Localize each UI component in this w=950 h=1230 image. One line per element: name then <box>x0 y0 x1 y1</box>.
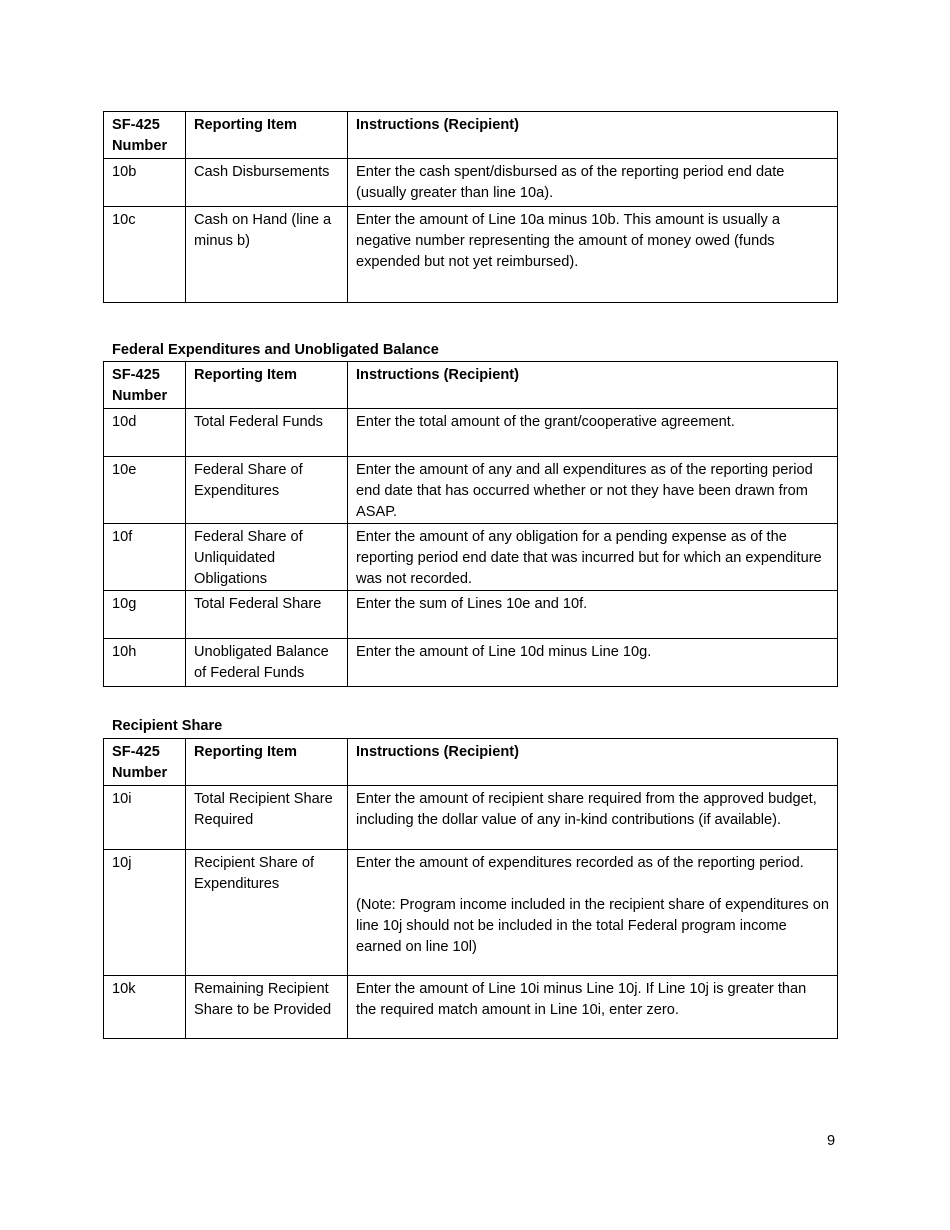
row-item: Cash on Hand (line a minus b) <box>186 207 348 303</box>
table-row <box>104 850 838 976</box>
row-instructions: Enter the cash spent/disbursed as of the reporting period end date (usually greater than line 10a). <box>348 159 838 207</box>
row-instructions: Enter the amount of Line 10i minus Line 10j. If Line 10j is greater than the required match amount in Line 10i, enter zero. <box>348 976 838 1039</box>
row-instructions: Enter the sum of Lines 10e and 10f. <box>348 591 838 639</box>
table-row <box>104 639 838 687</box>
row-instructions <box>348 850 838 976</box>
header-number: SF-425 Number <box>104 362 186 409</box>
header-item: Reporting Item <box>186 362 348 409</box>
row-number: 10e <box>104 457 186 524</box>
row-item: Recipient Share of Expenditures <box>186 850 348 976</box>
row-item: Federal Share of Unliquidated Obligations <box>186 524 348 591</box>
row-instructions-text: Enter the amount of expenditures recorded as of the reporting period. <box>356 855 804 871</box>
header-item: Reporting Item <box>186 112 348 159</box>
table-header-row <box>104 362 838 409</box>
header-number: SF-425 Number <box>104 739 186 786</box>
row-instructions: Enter the total amount of the grant/cooperative agreement. <box>348 409 838 457</box>
section-title-federal: Federal Expenditures and Unobligated Balance <box>112 342 439 358</box>
row-instructions: Enter the amount of Line 10a minus 10b. This amount is usually a negative number representing the amount of money owed (funds expended but not yet reimbursed). <box>348 207 838 303</box>
row-item: Cash Disbursements <box>186 159 348 207</box>
header-item: Reporting Item <box>186 739 348 786</box>
row-number: 10i <box>104 786 186 850</box>
table-row <box>104 457 838 524</box>
table-row <box>104 786 838 850</box>
section-title-recipient: Recipient Share <box>112 718 223 734</box>
header-instructions: Instructions (Recipient) <box>348 362 838 409</box>
row-number: 10f <box>104 524 186 591</box>
page-number: 9 <box>827 1133 836 1149</box>
row-instructions: Enter the amount of any and all expenditures as of the reporting period end date that has occurred whether or not they have been drawn from ASAP. <box>348 457 838 524</box>
row-instructions: Enter the amount of any obligation for a pending expense as of the reporting period end date that was incurred but for which an expenditure was not recorded. <box>348 524 838 591</box>
table-row <box>104 159 838 207</box>
header-instructions: Instructions (Recipient) <box>348 739 838 786</box>
header-number: SF-425 Number <box>104 112 186 159</box>
row-number: 10d <box>104 409 186 457</box>
table-row <box>104 409 838 457</box>
row-number: 10h <box>104 639 186 687</box>
row-item: Total Federal Funds <box>186 409 348 457</box>
table-row <box>104 591 838 639</box>
table-header-row <box>104 112 838 159</box>
cash-table <box>103 111 838 303</box>
table-row <box>104 524 838 591</box>
row-number: 10g <box>104 591 186 639</box>
row-item: Total Federal Share <box>186 591 348 639</box>
row-number: 10k <box>104 976 186 1039</box>
row-number: 10c <box>104 207 186 303</box>
table-header-row <box>104 739 838 786</box>
header-instructions: Instructions (Recipient) <box>348 112 838 159</box>
recipient-share-table <box>103 738 838 1039</box>
row-item: Total Recipient Share Required <box>186 786 348 850</box>
row-instructions-note: (Note: Program income included in the recipient share of expenditures on line 10j should not be included in the total Federal program income earned on line 10l) <box>356 897 829 955</box>
row-number: 10j <box>104 850 186 976</box>
row-item: Remaining Recipient Share to be Provided <box>186 976 348 1039</box>
row-item: Federal Share of Expenditures <box>186 457 348 524</box>
row-item: Unobligated Balance of Federal Funds <box>186 639 348 687</box>
row-instructions: Enter the amount of recipient share required from the approved budget, including the dollar value of any in-kind contributions (if available). <box>348 786 838 850</box>
federal-expenditures-table <box>103 361 838 687</box>
table-row <box>104 976 838 1039</box>
table-row <box>104 207 838 303</box>
row-number: 10b <box>104 159 186 207</box>
row-instructions: Enter the amount of Line 10d minus Line 10g. <box>348 639 838 687</box>
